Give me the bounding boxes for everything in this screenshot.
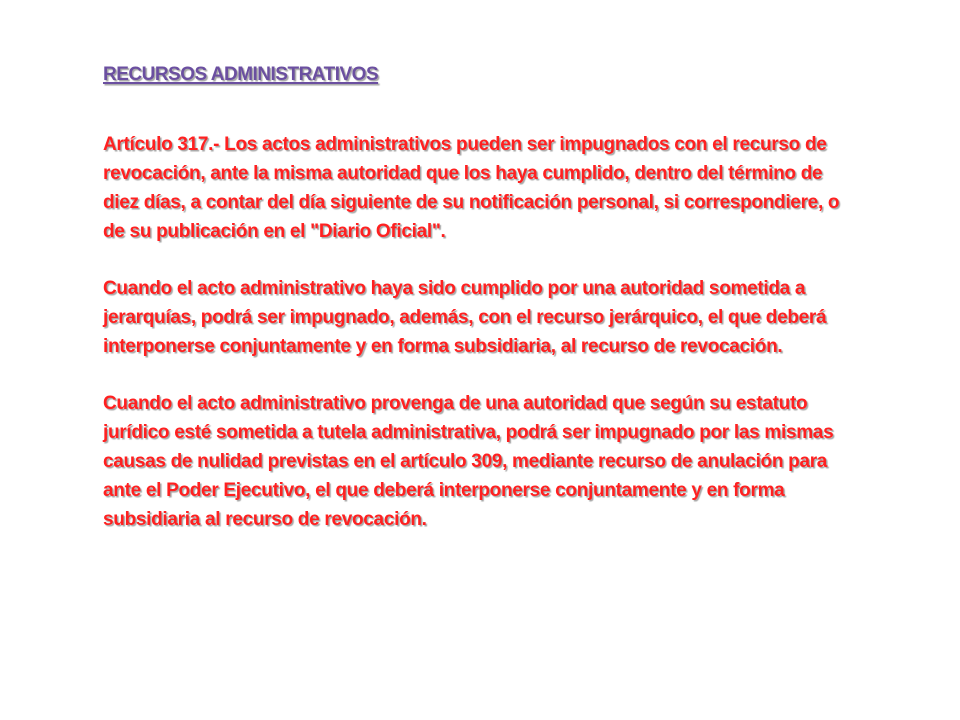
paragraph-recurso-anulacion: Cuando el acto administrativo provenga de una autoridad que según su estatuto jurídico esté sometida a tutela administrativa, podrá ser impugnado por las mismas causas de nulidad previstas en el artículo 309, mediante recurso de anulación para ante el Poder Ejecutivo, el que deberá interponerse conjuntamente y en forma subsidiaria al recurso de revocación. bbox=[103, 393, 834, 530]
paragraph-recurso-jerarquico: Cuando el acto administrativo haya sido cumplido por una autoridad sometida a jerarquías, podrá ser impugnado, además, con el recurso jerárquico, el que deberá interponerse conjuntamente y en forma subsidiaria, al recurso de revocación. bbox=[103, 278, 827, 357]
paragraph-articulo-317: Artículo 317.- Los actos administrativos pueden ser impugnados con el recurso de revocación, ante la misma autoridad que los haya cumplido, dentro del término de diez días, a contar del día siguiente de su notificación personal, si correspondiere, o de su publicación en el "Diario Oficial". bbox=[103, 134, 840, 242]
body-text-block bbox=[103, 130, 843, 562]
slide-title: RECURSOS ADMINISTRATIVOS bbox=[103, 64, 379, 85]
